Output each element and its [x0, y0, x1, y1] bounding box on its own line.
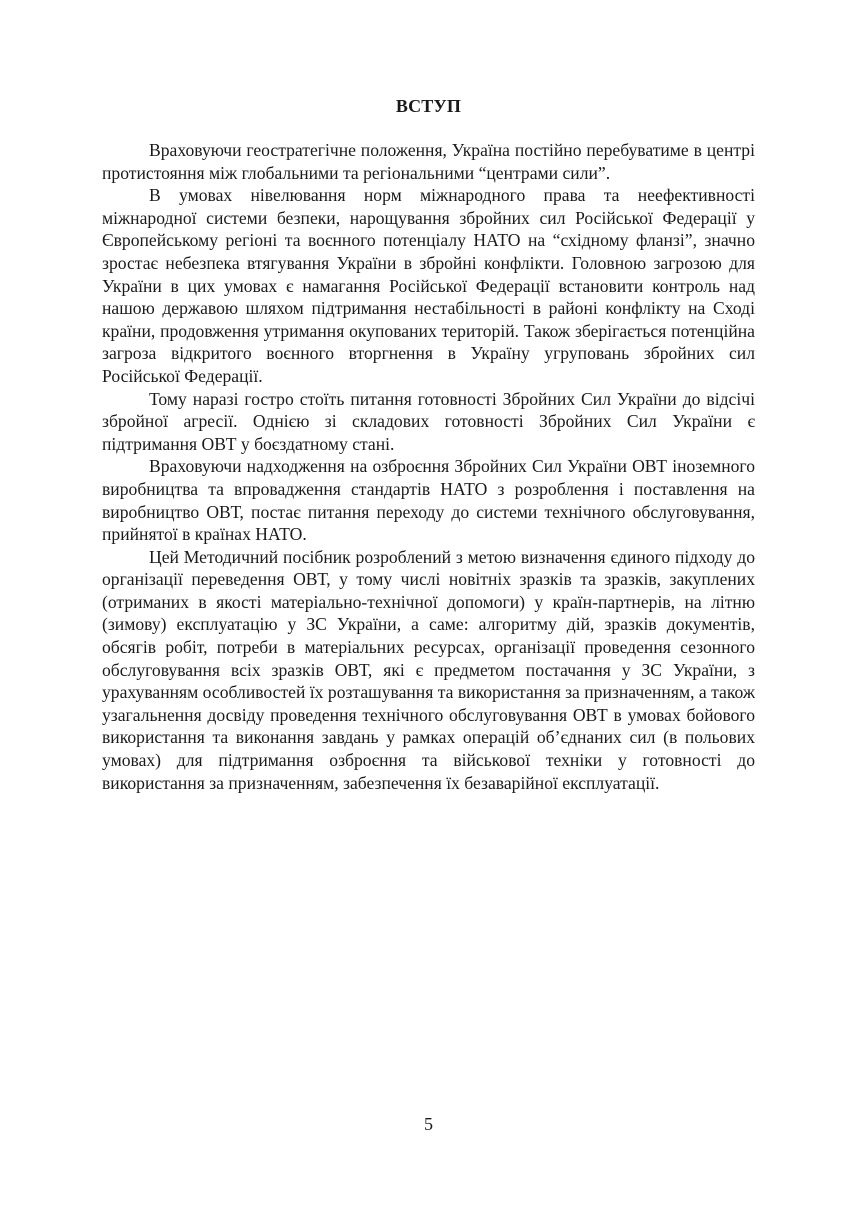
paragraph-3: Тому наразі гостро стоїть питання готовності Збройних Сил України до відсічі збройної агресії. Однією зі складових готовності Збройних Сил України є підтримання ОВТ у боєздатному стані. — [102, 388, 755, 454]
paragraph-1: Враховуючи геостратегічне положення, Україна постійно перебуватиме в центрі протистояння між глобальними та регіональними “центрами сили”. — [102, 140, 755, 183]
page-number: 5 — [424, 1114, 433, 1134]
paragraph-4: Враховуючи надходження на озброєння Збройних Сил України ОВТ іноземного виробництва та впровадження стандартів НАТО з розроблення і поставлення на виробництво ОВТ, постає питання переходу до системи технічного обслуговування, прийнятої в країнах НАТО. — [102, 456, 755, 545]
body-text — [102, 139, 755, 794]
paragraph-5: Цей Методичний посібник розроблений з метою визначення єдиного підходу до організації переведення ОВТ, у тому числі новітніх зразків та зразків, закуплених (отриманих в якості матеріально-технічної допомоги) у країн-партнерів, на літню (зимову) експлуатацію у ЗС України, а саме: алгоритму дій, зразків документів, обсягів робіт, потреби в матеріальних ресурсах, організації проведення сезонного обслуговування всіх зразків ОВТ, які є предметом постачання у ЗС України, з урахуванням особливостей їх розташування та використання за призначенням, а також узагальнення досвіду проведення технічного обслуговування ОВТ в умовах бойового використання та виконання завдань у рамках операцій об’єднаних сил (в польових умовах) для підтримання озброєння та військової техніки у готовності до використання за призначенням, забезпечення їх безаварійної експлуатації. — [102, 546, 755, 793]
paragraph-2: В умовах нівелювання норм міжнародного права та неефективності міжнародної системи безпеки, нарощування збройних сил Російської Федерації у Європейському регіоні та воєнного потенціалу НАТО на “східному фланзі”, значно зростає небезпека втягування України в збройні конфлікти. Головною загрозою для України в цих умовах є намагання Російської Федерації встановити контроль над нашою державою шляхом підтримання нестабільності в районі конфлікту на Сході країни, продовження утримання окупованих територій. Також зберігається потенційна загроза відкритого воєнного вторгнення в Україну угруповань збройних сил Російської Федерації. — [102, 185, 755, 386]
section-heading: ВСТУП — [395, 96, 462, 116]
